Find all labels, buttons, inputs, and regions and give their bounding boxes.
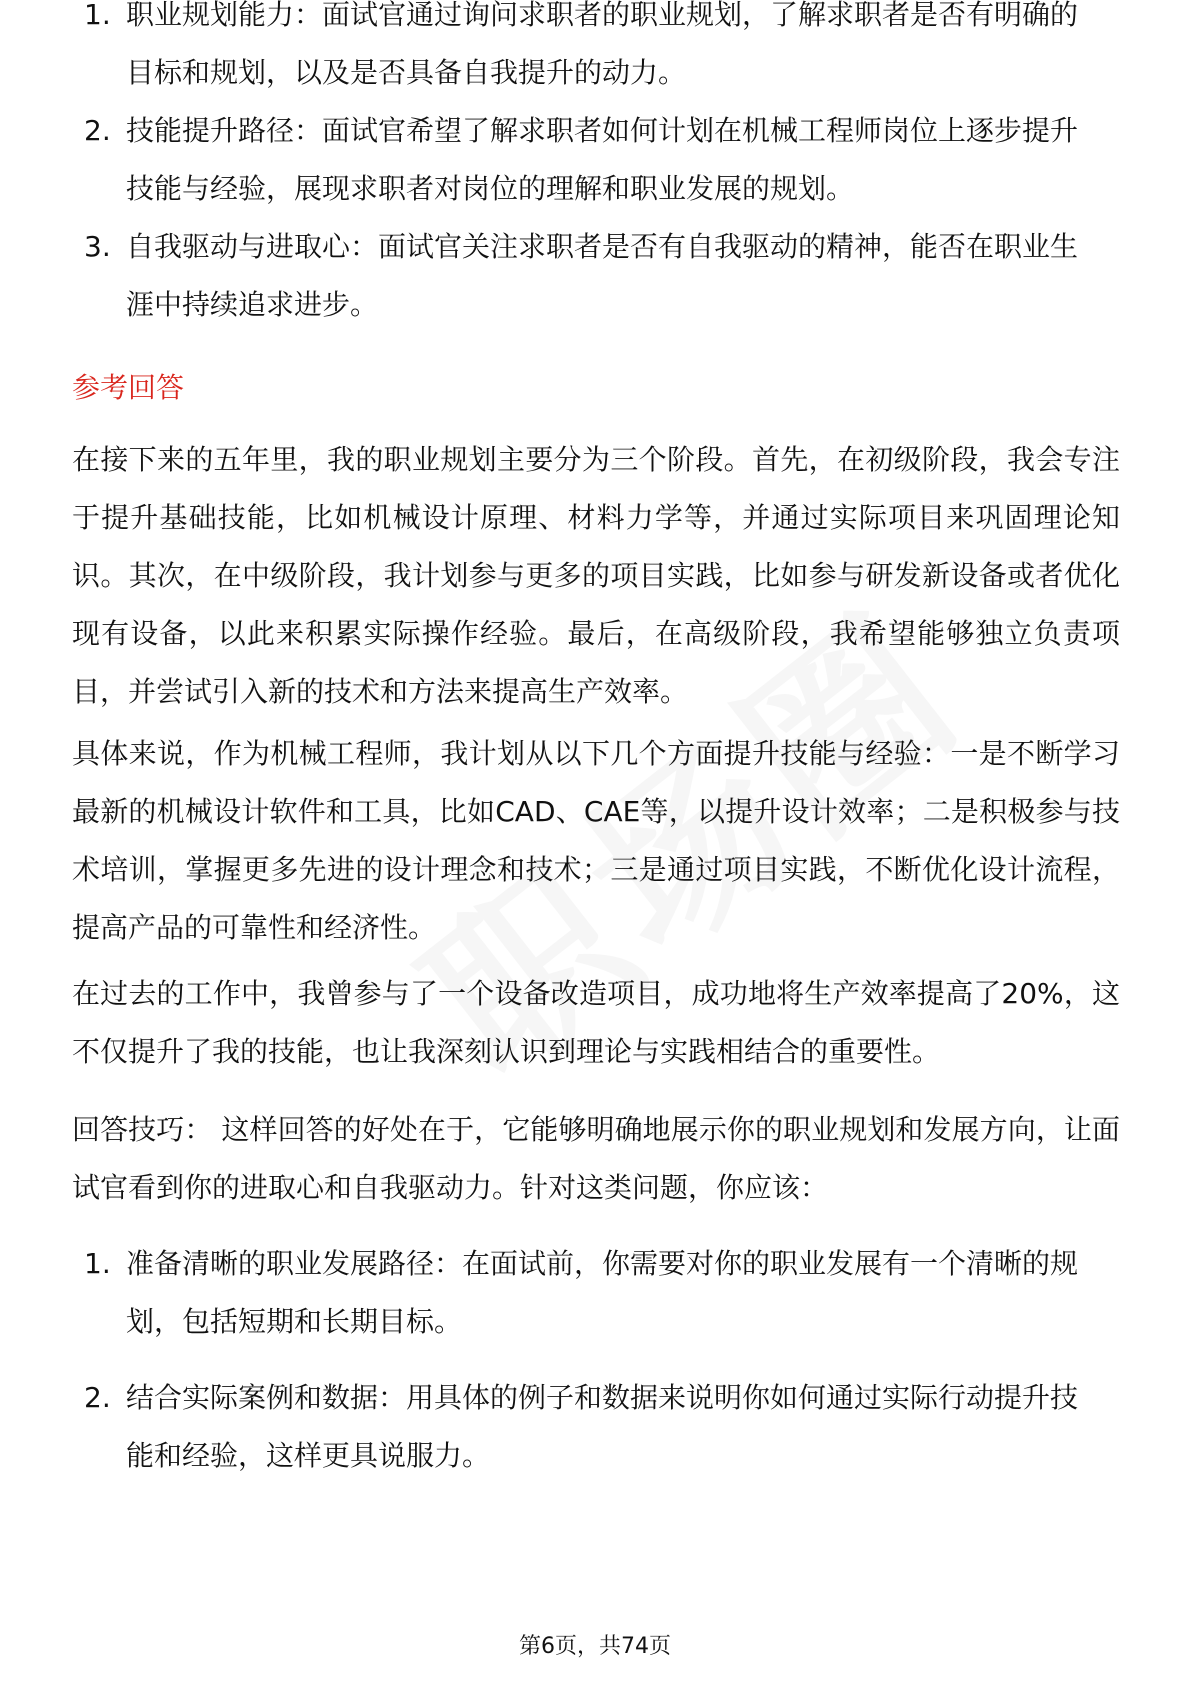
list-number: 1.: [84, 1247, 111, 1280]
list-number: 1.: [84, 0, 111, 31]
list-text: 目标和规划，以及是否具备自我提升的动力。: [126, 56, 687, 89]
list-text: 能和经验，这样更具说服力。: [126, 1439, 491, 1472]
section-heading: 参考回答: [72, 371, 185, 404]
list-item-continuation: [72, 160, 1120, 218]
list-item: [72, 1235, 1120, 1293]
list-text: 自我驱动与进取心：面试官关注求职者是否有自我驱动的精神，能否在职业生: [126, 230, 1079, 263]
paragraph-past-experience: 在过去的工作中，我曾参与了一个设备改造项目，成功地将生产效率提高了20%，这不仅提升了我的技能，也让我深刻认识到理论与实践相结合的重要性。: [72, 977, 1120, 1068]
tips-list: [72, 1235, 1120, 1351]
list-item-continuation: [72, 1293, 1120, 1351]
paragraph-skill-improvement: 具体来说，作为机械工程师，我计划从以下几个方面提升技能与经验：一是不断学习最新的机械设计软件和工具，比如CAD、CAE等，以提升设计效率；二是积极参与技术培训，掌握更多先进的设计理念和技术；三是通过项目实践，不断优化设计流程，提高产品的可靠性和经济性。: [72, 737, 1120, 944]
list-item: [72, 102, 1120, 160]
paragraph-answer-tips: 回答技巧： 这样回答的好处在于，它能够明确地展示你的职业规划和发展方向，让面试官看到你的进取心和自我驱动力。针对这类问题，你应该：: [72, 1113, 1120, 1204]
list-text: 技能与经验，展现求职者对岗位的理解和职业发展的规划。: [126, 172, 855, 205]
list-text: 准备清晰的职业发展路径：在面试前，你需要对你的职业发展有一个清晰的规: [126, 1247, 1079, 1280]
list-item: [72, 1369, 1120, 1427]
list-item-continuation: [72, 1427, 1120, 1485]
list-text: 涯中持续追求进步。: [126, 288, 379, 321]
list-text: 结合实际案例和数据：用具体的例子和数据来说明你如何通过实际行动提升技: [126, 1381, 1079, 1414]
evaluation-points-list: [72, 0, 1120, 334]
tips-list-2: [72, 1369, 1120, 1485]
list-item-continuation: [72, 276, 1120, 334]
list-text: 职业规划能力：面试官通过询问求职者的职业规划，了解求职者是否有明确的: [126, 0, 1079, 31]
list-item-continuation: [72, 44, 1120, 102]
list-number: 2.: [84, 1381, 111, 1414]
list-number: 3.: [84, 230, 111, 263]
list-text: 技能提升路径：面试官希望了解求职者如何计划在机械工程师岗位上逐步提升: [126, 114, 1079, 147]
paragraph-career-plan: 在接下来的五年里，我的职业规划主要分为三个阶段。首先，在初级阶段，我会专注于提升基础技能，比如机械设计原理、材料力学等，并通过实际项目来巩固理论知识。其次，在中级阶段，我计划参与更多的项目实践，比如参与研发新设备或者优化现有设备，以此来积累实际操作经验。最后，在高级阶段，我希望能够独立负责项目，并尝试引入新的技术和方法来提高生产效率。: [72, 443, 1120, 708]
list-number: 2.: [84, 114, 111, 147]
list-item: [72, 0, 1120, 44]
list-item: [72, 218, 1120, 276]
page-number-footer: 第6页，共74页: [519, 1634, 671, 1659]
list-text: 划，包括短期和长期目标。: [126, 1305, 463, 1338]
